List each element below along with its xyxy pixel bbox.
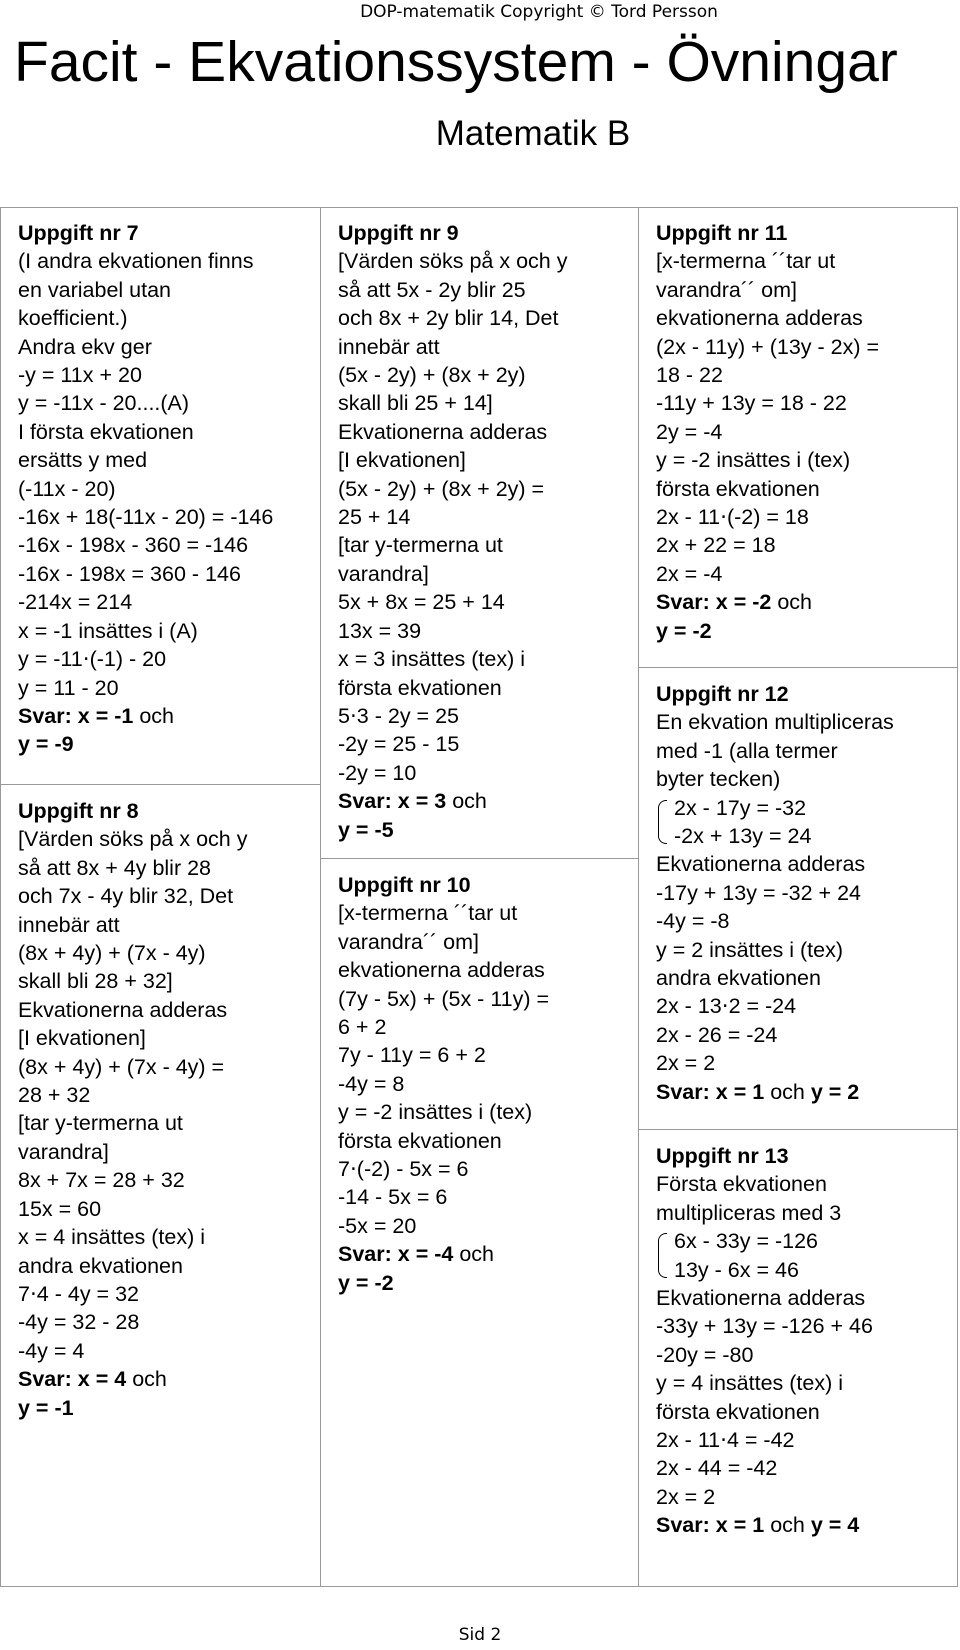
solution-line: -20y = -80 [656, 1342, 754, 1367]
solution-line: varandra] [18, 1139, 109, 1164]
equation-system-brace [656, 794, 958, 851]
solution-line: I första ekvationen [18, 419, 194, 444]
task-heading: Uppgift nr 8 [18, 799, 139, 823]
solution-line: -4y = 4 [18, 1338, 85, 1363]
solution-line: multipliceras med 3 [656, 1200, 842, 1225]
solution-line: 7y - 11y = 6 + 2 [338, 1043, 486, 1068]
task-9 [320, 207, 638, 844]
solution-line: skall bli 25 + 14] [338, 391, 493, 416]
task-8 [0, 785, 320, 1422]
solution-line: ersätts y med [18, 448, 148, 473]
solution-line: så att 8x + 4y blir 28 [18, 855, 212, 880]
solution-line: -16x - 198x = 360 - 146 [18, 561, 241, 586]
solution-line: 2x = -4 [656, 561, 723, 586]
solution-line: så att 5x - 2y blir 25 [338, 277, 526, 302]
solution-line: och 8x + 2y blir 14, Det [338, 306, 559, 331]
solution-line: x = 3 insättes (tex) i [338, 647, 526, 672]
solution-line: y = -11x - 20....(A) [18, 391, 190, 416]
solution-line: -2y = 25 - 15 [338, 732, 460, 757]
solution-line: ekvationerna adderas [656, 306, 863, 331]
solution-line: 2x = 2 [656, 1484, 716, 1509]
solution-line: Ekvationerna adderas [338, 419, 548, 444]
solution-line: (5x - 2y) + (8x + 2y) [338, 363, 526, 388]
solution-line: andra ekvationen [18, 1253, 183, 1278]
solution-line: 13x = 39 [338, 618, 422, 643]
solution-line: andra ekvationen [656, 966, 821, 991]
solutions-grid [0, 207, 958, 1587]
task-intro [656, 1170, 958, 1227]
solution-steps [656, 247, 958, 588]
solution-line: en variabel utan [18, 277, 171, 302]
solution-line: 7⋅4 - 4y = 32 [18, 1281, 139, 1306]
page-number: Sid 2 [458, 1625, 502, 1645]
solution-line: 2x + 22 = 18 [656, 533, 776, 558]
equation-system [674, 794, 958, 851]
page-subtitle: Matematik B [435, 114, 631, 153]
solution-line: -11y + 13y = 18 - 22 [656, 391, 847, 416]
solution-line: y = -2 insättes i (tex) [338, 1100, 533, 1125]
task-intro [656, 708, 958, 793]
solution-line: -16x - 198x - 360 = -146 [18, 533, 249, 558]
solution-line: -16x + 18(-11x - 20) = -146 [18, 505, 274, 530]
answer-y: y = -5 [338, 817, 394, 842]
solution-line: varandra] [338, 561, 429, 586]
solution-line: 5⋅3 - 2y = 25 [338, 703, 459, 728]
solution-line: 2x - 44 = -42 [656, 1456, 778, 1481]
solution-line: -5x = 20 [338, 1213, 417, 1238]
solution-line: 2x - 26 = -24 [656, 1022, 778, 1047]
solution-line: skall bli 28 + 32] [18, 969, 173, 994]
solution-line: Ekvationerna adderas [18, 997, 228, 1022]
task-11 [638, 207, 958, 645]
solution-steps [18, 825, 320, 1365]
grid-border-bottom [0, 1586, 958, 1587]
solution-line: 28 + 32 [18, 1083, 91, 1108]
solution-line: 15x = 60 [18, 1196, 102, 1221]
solution-line: 2x - 11⋅4 = -42 [656, 1428, 795, 1453]
solution-line: Ekvationerna adderas [656, 852, 866, 877]
solution-line: [Värden söks på x och y [18, 827, 248, 852]
solution-steps [656, 850, 958, 1077]
solution-line: [x-termerna ´´tar ut [656, 249, 836, 274]
solution-line: -17y + 13y = -32 + 24 [656, 880, 861, 905]
solution-line: 2y = -4 [656, 419, 723, 444]
solution-line: -4y = -8 [656, 909, 730, 934]
solution-line: innebär att [338, 334, 440, 359]
answer-y: y = -1 [18, 1395, 74, 1420]
task-heading: Uppgift nr 12 [656, 682, 789, 706]
solution-line: -14 - 5x = 6 [338, 1185, 448, 1210]
solution-line: [tar y-termerna ut [18, 1111, 183, 1136]
solution-line: -y = 11x + 20 [18, 363, 142, 388]
solution-line: (5x - 2y) + (8x + 2y) = [338, 476, 545, 501]
answer-x: Svar: x = -4 och [338, 1242, 495, 1267]
task-7 [0, 207, 320, 759]
solution-line: -4y = 32 - 28 [18, 1310, 140, 1335]
solution-line: (8x + 4y) + (7x - 4y) [18, 941, 206, 966]
equation-system-brace [656, 1227, 958, 1284]
solution-line: y = 11 - 20 [18, 675, 119, 700]
solution-line: (7y - 5x) + (5x - 11y) = [338, 986, 550, 1011]
solution-steps [656, 1284, 958, 1511]
equation-system [674, 1227, 958, 1284]
answer-x: Svar: x = 4 och [18, 1367, 167, 1392]
copyright-line: DOP-matematik Copyright © Tord Persson [360, 2, 718, 22]
solution-steps [338, 899, 638, 1240]
solution-line: 5x + 8x = 25 + 14 [338, 590, 505, 615]
solution-line: varandra´´ om] [656, 277, 797, 302]
solution-line: En ekvation multipliceras [656, 710, 894, 735]
solution-steps [18, 247, 320, 702]
solution-line: [tar y-termerna ut [338, 533, 503, 558]
task-heading: Uppgift nr 7 [18, 221, 139, 245]
solution-line: Ekvationerna adderas [656, 1286, 866, 1311]
answer: Svar: x = 1 och y = 2 [656, 1079, 860, 1104]
answer-x: Svar: x = -2 och [656, 590, 813, 615]
answer-y: y = -9 [18, 732, 74, 757]
task-10 [320, 859, 638, 1297]
solution-line: 2x - 11⋅(-2) = 18 [656, 505, 809, 530]
solution-line: -2y = 10 [338, 760, 417, 785]
solution-line: med -1 (alla termer [656, 738, 838, 763]
solution-line: y = -2 insättes i (tex) [656, 448, 851, 473]
task-12 [638, 668, 958, 1106]
solution-line: [I ekvationen] [338, 448, 466, 473]
task-heading: Uppgift nr 13 [656, 1144, 789, 1168]
solution-line: (-11x - 20) [18, 476, 116, 501]
solution-line: första ekvationen [338, 1128, 502, 1153]
solution-line: [x-termerna ´´tar ut [338, 901, 518, 926]
task-heading: Uppgift nr 9 [338, 221, 459, 245]
solution-line: 6x - 33y = -126 [674, 1229, 819, 1254]
answer: Svar: x = 1 och y = 4 [656, 1513, 860, 1538]
solution-line: [I ekvationen] [18, 1026, 146, 1051]
answer-x: Svar: x = 3 och [338, 789, 487, 814]
solution-line: 25 + 14 [338, 505, 411, 530]
solution-line: 2x - 13⋅2 = -24 [656, 994, 797, 1019]
answer-x: Svar: x = -1 och [18, 703, 175, 728]
solution-line: -2x + 13y = 24 [674, 824, 812, 849]
solution-line: -33y + 13y = -126 + 46 [656, 1314, 873, 1339]
answer-y: y = -2 [338, 1270, 394, 1295]
solution-line: Andra ekv ger [18, 334, 152, 359]
answer-y: y = -2 [656, 618, 712, 643]
solution-line: 2x = 2 [656, 1051, 716, 1076]
task-heading: Uppgift nr 10 [338, 873, 471, 897]
solution-line: x = 4 insättes (tex) i [18, 1225, 206, 1250]
solution-line: 13y - 6x = 46 [674, 1257, 799, 1282]
solution-line: och 7x - 4y blir 32, Det [18, 884, 234, 909]
solution-line: 8x + 7x = 28 + 32 [18, 1168, 185, 1193]
solution-line: -4y = 8 [338, 1071, 405, 1096]
solution-line: koefficient.) [18, 306, 128, 331]
solution-line: första ekvationen [656, 476, 820, 501]
solution-line: 18 - 22 [656, 363, 723, 388]
solution-line: y = -11⋅(-1) - 20 [18, 647, 167, 672]
solution-line: y = 4 insättes (tex) i [656, 1371, 844, 1396]
task-13 [638, 1130, 958, 1540]
solution-line: första ekvationen [338, 675, 502, 700]
solution-line: innebär att [18, 912, 120, 937]
solution-line: x = -1 insättes i (A) [18, 618, 198, 643]
solution-line: byter tecken) [656, 767, 781, 792]
solution-line: 7⋅(-2) - 5x = 6 [338, 1157, 469, 1182]
solution-line: Första ekvationen [656, 1172, 827, 1197]
solution-line: (8x + 4y) + (7x - 4y) = [18, 1054, 225, 1079]
solution-line: -214x = 214 [18, 590, 133, 615]
solution-line: första ekvationen [656, 1399, 820, 1424]
solution-line: [Värden söks på x och y [338, 249, 568, 274]
solution-line: 6 + 2 [338, 1015, 387, 1040]
task-heading: Uppgift nr 11 [656, 221, 788, 245]
solution-line: ekvationerna adderas [338, 958, 545, 983]
solution-line: 2x - 17y = -32 [674, 795, 807, 820]
solution-line: y = 2 insättes i (tex) [656, 937, 844, 962]
solution-steps [338, 247, 638, 787]
page-title: Facit - Ekvationssystem - Övningar [14, 30, 898, 94]
solution-line: varandra´´ om] [338, 929, 479, 954]
solution-line: (I andra ekvationen finns [18, 249, 254, 274]
solution-line: (2x - 11y) + (13y - 2x) = [656, 334, 880, 359]
